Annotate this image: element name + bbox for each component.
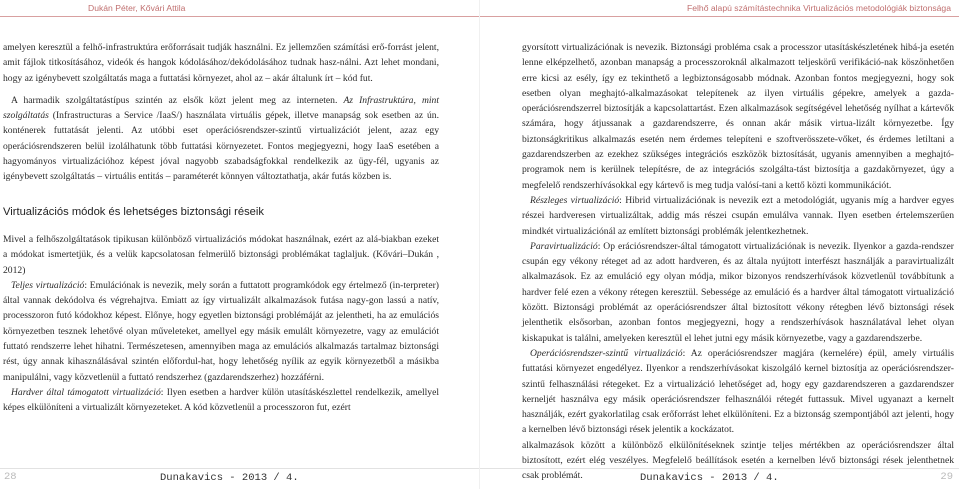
paragraph	[522, 193, 954, 239]
right-page	[480, 0, 959, 489]
footer-title: Dunakavics - 2013 / 4.	[160, 472, 299, 484]
italic-term: Részleges virtualizáció	[530, 194, 620, 206]
italic-term: Paravirtualizáció	[530, 240, 598, 252]
paragraph	[3, 278, 439, 385]
footer-title: Dunakavics - 2013 / 4.	[640, 472, 779, 484]
text-run: : Emulációnak is nevezik, mely során a futtatott programkódok egy értelmező (in-terpreter) által vannak dekódolva és végrehajtva. Emiatt az így virtualizált alkalmazások futása nagy-gon lassú a natív, processzoron futó kódokhoz képest. Előnye, hogy egyetlen biztonsági problémáját az jelentheti, ha az emulációs környezetben tesznek lehetővé olyan műveleteket, amellyel egy másik emulált környezetre, vagy az emulációt futtató rendszerre lehet hihatni. Természetesen, amennyiben maga az emulációs alkalmazás tartalmaz biztonsági rést, úgy annak kihasználásával szintén előfordul-hat, hogy lehetőség nyílik az egyik környezetből a másikba manipulálni, vagy közvetlenül a futtató rendszerhez (gazdarendszerhez) hozzáférni.	[3, 279, 439, 383]
left-page	[0, 0, 479, 489]
text-run: : Az operációsrendszer magjára (kernelére) épül, amely virtuális futtatási környezet engedélyez. Ilyenkor a rendszerhívásokat kiszolgáló kernel biztosítja az operációsrendszer-szintű felhasználási rétegeket. Ez a virtualizáció lehetőséget ad, hogy egy gazdarendszeren a gazdarendszer kerneljét használva egy másik operációsrendszer felhasználói rétegét futtassuk. Mivel ugyanazt a kernelt használják, ezért gyakorlatilag csak erőforrást lehet elkülöníteni. Ez a biztonság szempontjából azt jelenti, hogy a kernelben lévő biztonsági rések jelentik a kockázatot.	[522, 347, 954, 436]
text-run: (Infrastructuras a Service /IaaS/) használata virtuális gépek, illetve manapság sok esetben az ún. konténerek futtatását jelenti. Az utóbbi eset operációsrendszer-szintű virtualizációt jelent, azaz egy operációsrendszeren belül izolálhatunk több futtatási környezetet. Fontos megjegyezni, hogy IaaS esetében a hagyományos virtualizációhoz képest jóval nagyobb szabadságfokkal rendelkezik az ügy-fél, ugyanis az igénybevett szolgáltatás – virtuális entitás – paraméterét könnyen változtathatja, akár futás közben is.	[3, 110, 439, 183]
page-number: 28	[4, 471, 17, 483]
text-run: : Hibrid virtualizációnak is nevezik ezt a metodológiát, ugyanis míg a hardver egyes részei hardveresen virtualizáltak, addig más részei csupán emulálva vannak. Ilyen esetben értelemszerűen mindkét virtualizációnál az említett biztonsági problémák jelentkezhetnek.	[522, 194, 954, 237]
italic-term: Az Infrastruktúra, mint szolgáltatás	[3, 94, 440, 122]
header-rule	[480, 16, 959, 17]
paragraph	[3, 93, 439, 185]
section-heading: Virtualizációs módok és lehetséges biztonsági réseik	[3, 205, 264, 218]
italic-term: Operációsrendszer-szintű virtualizáció	[530, 347, 683, 359]
paragraph	[3, 385, 439, 416]
page-number: 29	[940, 471, 953, 483]
running-header: Felhő alapú számítástechnika Virtualizációs metodológiák biztonsága	[686, 3, 951, 13]
text-column	[3, 40, 439, 416]
running-header: Dukán Péter, Kővári Attila	[88, 3, 186, 13]
footer-rule	[480, 468, 959, 469]
italic-term: Teljes virtualizáció	[11, 279, 85, 291]
paragraph: Mivel a felhőszolgáltatások tipikusan különböző virtualizációs módokat használnak, ezért az alá-biakban ezeket a módokat ismertetjük, és a velük kapcsolatosan felmerülő biztonsági problémákat taglaljuk. (Kővári–Dukán , 2012)	[3, 233, 439, 276]
text-column	[522, 40, 954, 484]
text-run: : Ilyen esetben a hardver külön utasításkészlettel rendelkezik, amellyel képes elkülöníteni a virtualizált környezeteket. A kód közvetlenül a processzoron fut, ezért	[3, 386, 439, 414]
paragraph: gyorsított virtualizációnak is nevezik. Biztonsági probléma csak a processzor utasításkészletének hibá-ja esetén lenne elképzelhető, azonban manapság a processzoroknál alkalmazott teljeskörű verifikáció-nak köszönhetően erre kicsi az esély, így ez tekinthető a legbiztonságosabb módnak. Azonban fontos megjegyezni, hogy sok esetben olyan meghajtó-alkalmazásokat telepítenek az ilyen virtuális gépekre, amelyek a gazda-operációsrendszerrel biztosítják a kapcsolattartást. Ezen alkalmazások segítségével lehetőség nyílhat a kártevők számára, hogy átjussanak a gazdarendszerre, és onnan akár másik virtua-lizált környezetbe. Így biztonságkritikus alkalmazás esetén nem érdemes telepíteni e szoftverösszete-vőket, és érdemes letiltani a gazdarendszerben az ezekhez szükséges integrációs eszközök biztosítását, ugyanis amennyiben a meghajtó-programok nem is kerülnek telepítésre, de az integrációs szolgálta-tást biztosítja a gazdakörnyezet, úgy a megfelelő rendszerhívásokkal egy kártevő is meg tudja valósí-tani a kettő közti kommunikációt.	[522, 42, 954, 191]
italic-term: Hardver által támogatott virtualizáció	[11, 386, 161, 398]
footer-rule	[0, 468, 479, 469]
paragraph	[522, 346, 954, 438]
header-rule	[0, 16, 479, 17]
text-run: A harmadik szolgáltatástípus szintén az elsők közt jelent meg az interneten.	[11, 94, 344, 106]
paragraph: alkalmazások között a különböző elkülönítéseknek szintje teljes mértékben az operációsrendszer által biztosított, ezért elég veszélyes. Megfelelő beállítások esetén a kernelben lévő biztonsági rések jelenthetnek csak problémát.	[522, 439, 954, 482]
text-run: : Op erációsrendszer-által támogatott virtualizációnak is nevezik. Ilyenkor a gazda-rendszer csupán egy vékony réteget ad az adott hardveren, és az általa nyújtott interfészt használják a paravirtualizált alkalmazások. Ez az emuláció egy olyan módja, mikor bizonyos rendszerhívások közvetlenül továbbítunk a hardver felé ezen a vékony rétegen keresztül. Sebessége az emuláció és a hardver által támogatott virtualizáció között. Biztonsági problémát az operációsrendszer által biztosított vékony rétegben lévő biztonsági rések jelenthetik elsősorban, azonban fontos megjegyezni, hogy a rendszerhívások használatával lehet olyan kiskapukat is találni, amelyeken keresztül el lehet jutni egy másik környezetbe, vagy a gazdarendszerbe.	[522, 240, 954, 344]
paragraph: amelyen keresztül a felhő-infrastruktúra erőforrásait tudják használni. Ez jellemzően számítási erő-forrást jelent, amit fájlok titkosításához, videók és hangok kódolásához/dekódolásához tudnak hasz-nálni. Azt lehet mondani, hogy az igénybevett szolgáltatás maga a futtatási környezet, ahol az – akár általunk írt – kód fut.	[3, 42, 439, 84]
paragraph	[522, 239, 954, 346]
